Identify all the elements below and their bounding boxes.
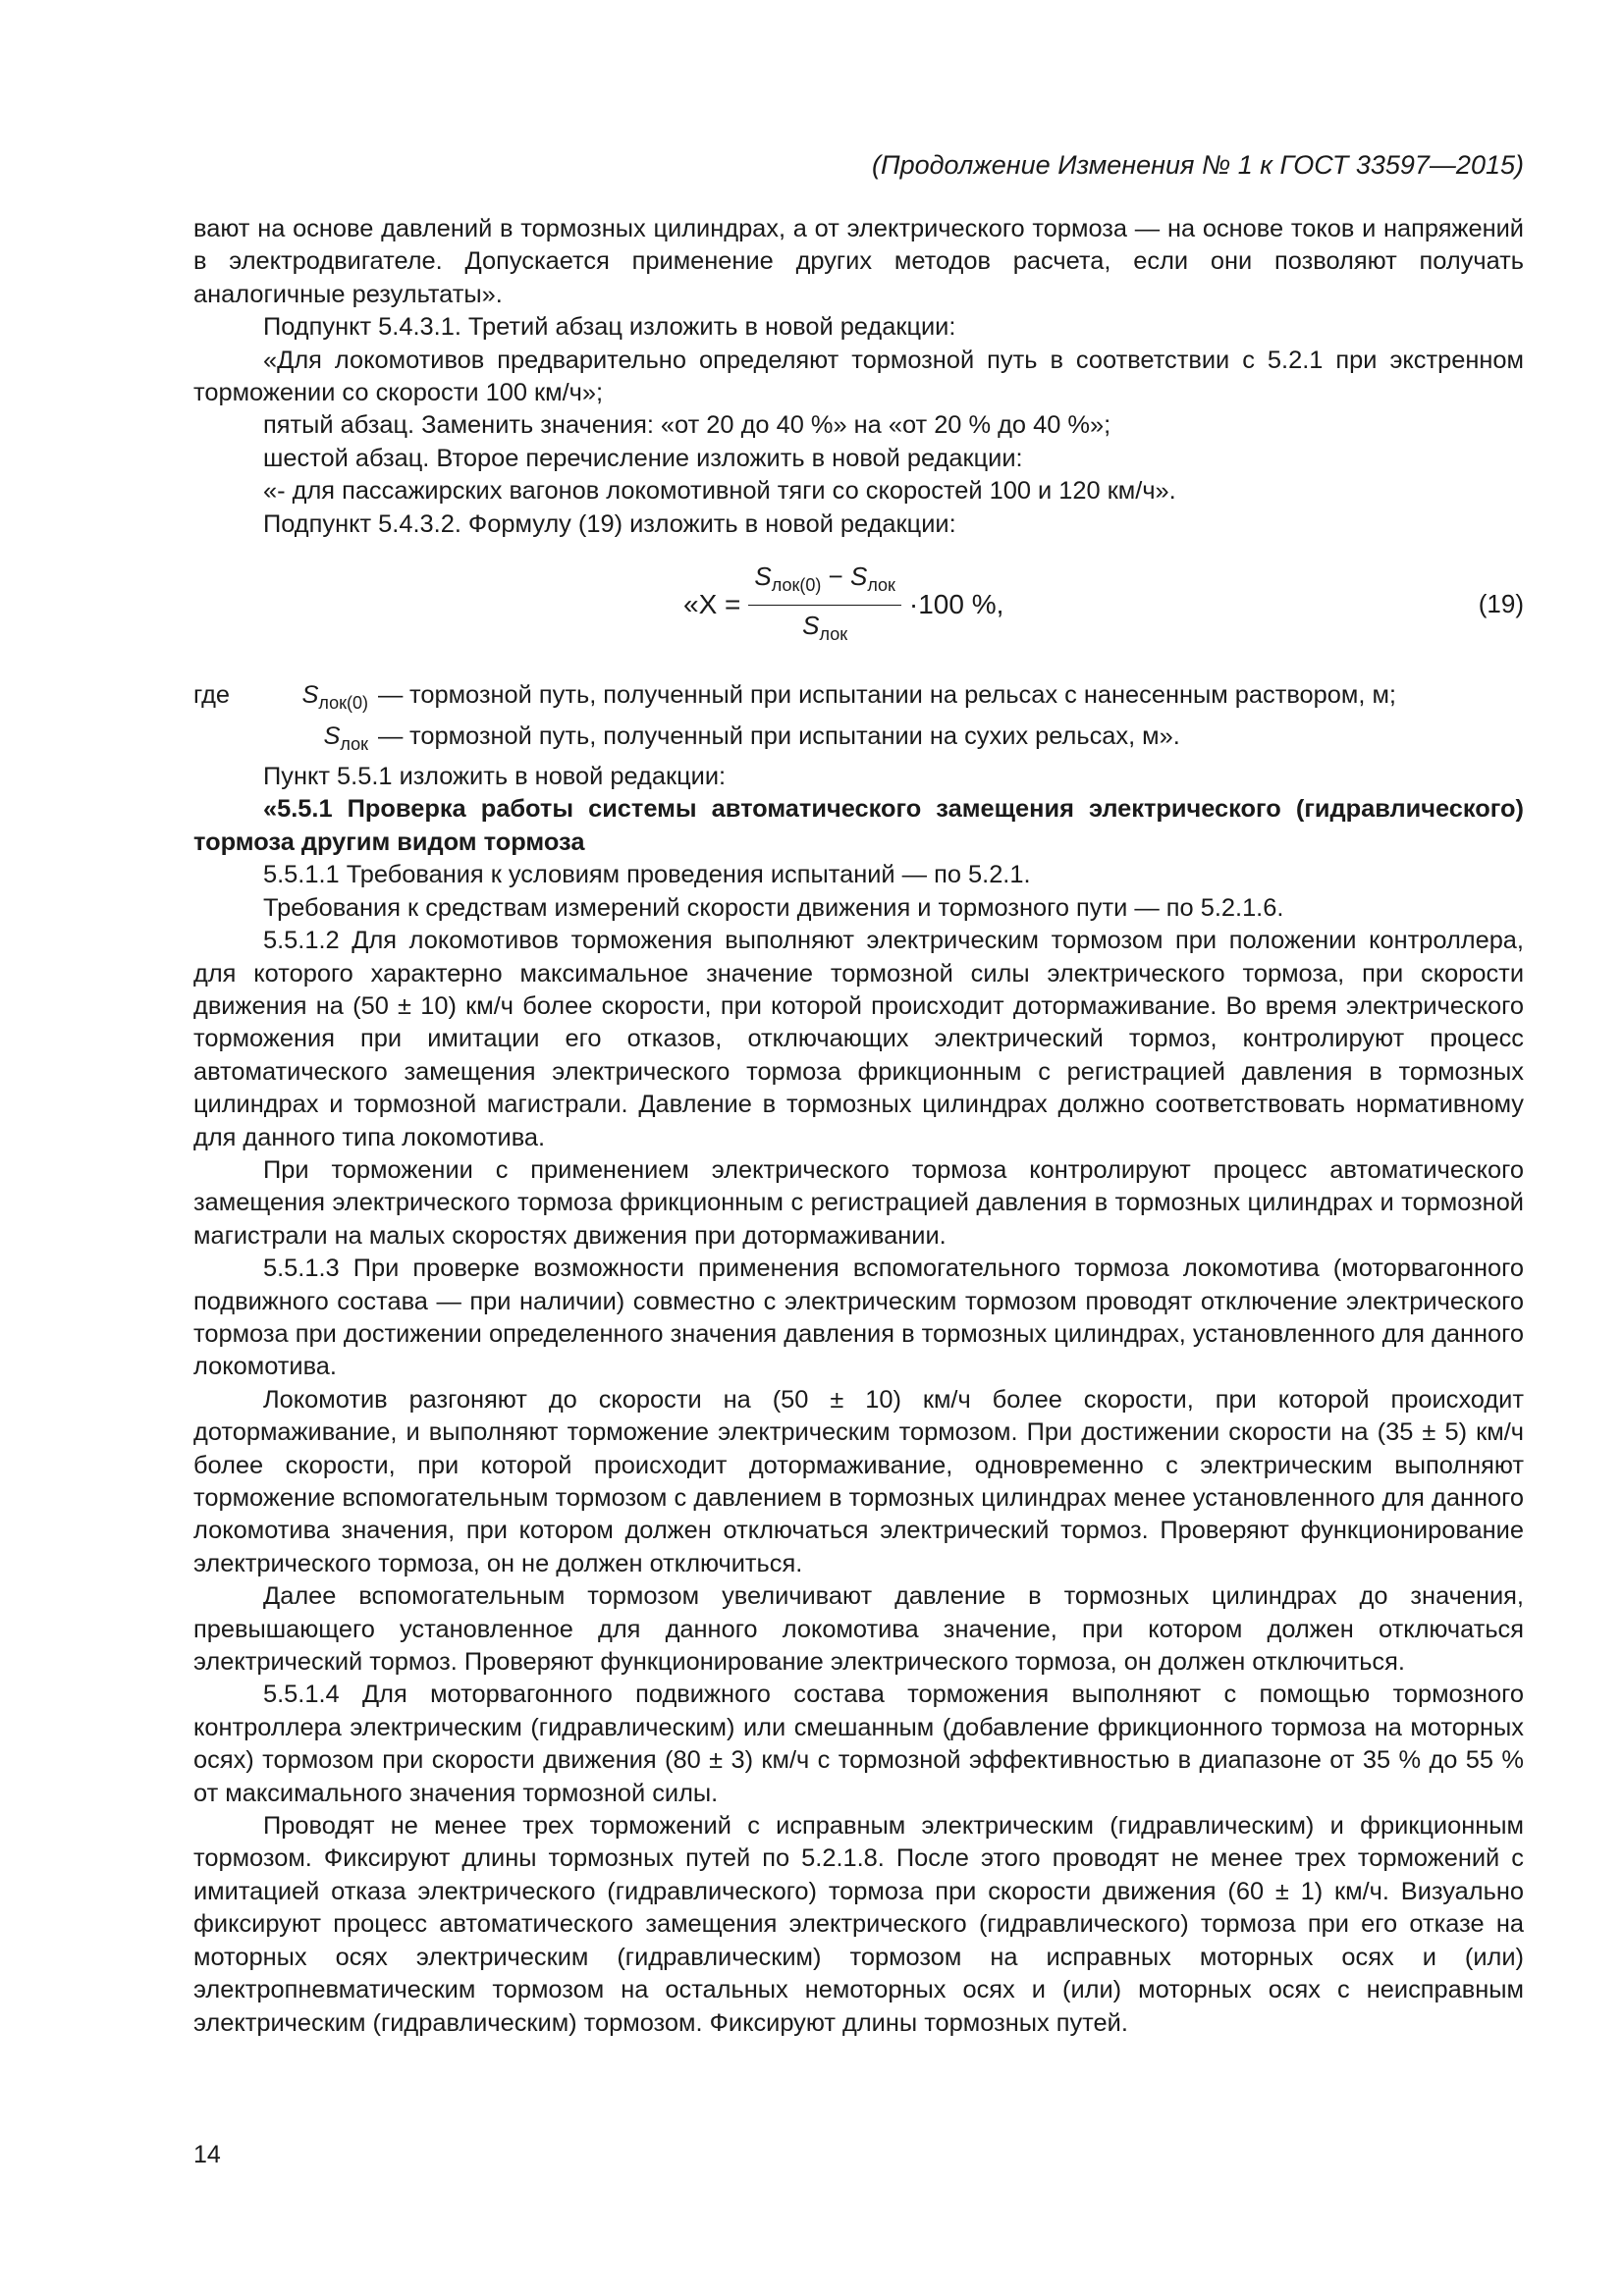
formula-expression (683, 551, 1003, 659)
paragraph-enumeration: «- для пассажирских вагонов локомотивной тяги со скоростей 100 и 120 км/ч». (263, 477, 1176, 506)
paragraph-braking-tests: Проводят не менее трех торможений с исправным электрическим (гидравлическим) и фрикционным тормозом. Фиксируют длины тормозных путей по 5.2.1.8. После этого проводят не менее трех торможений с имитацией отказа электрического (гидравлического) тормоза при скорости движения (60 ± 1) км/ч. Визуально фиксируют процесс автоматического замещения электрического (гидравлического) тормоза при его отказе на моторных осях электрическим (гидравлическим) тормозом на исправных моторных осях и (или) электропневматическим тормозом на остальных немоторных осях и (или) моторных осях с неисправным электрическим (гидравлическим) тормозом. Фиксируют длины тормозных путей. (193, 1812, 1524, 2037)
paragraph-subclause-5-4-3-2: Подпункт 5.4.3.2. Формулу (19) изложить в новой редакции: (263, 509, 956, 538)
legend-symbol: $S_{лок}$ (323, 722, 368, 755)
legend-symbol: $S_{лок(0)}$ (301, 681, 368, 714)
legend-row (193, 678, 1524, 720)
paragraph-subclause-5-4-3-1: Подпункт 5.4.3.1. Третий абзац изложить в новой редакции: (263, 313, 956, 342)
paragraph-quoted-text: «Для локомотивов предварительно определяют тормозной путь в соответствии с 5.2.1 при экстренном торможении со скорости 100 км/ч»; (193, 346, 1524, 407)
paragraph-electric-brake-control: При торможении с применением электрического тормоза контролируют процесс автоматического замещения электрического тормоза фрикционным с регистрацией давления в тормозных цилиндрах и тормозной магистрали на малых скоростях движения при дотормаживании. (193, 1155, 1524, 1250)
formula-lhs: «X = (683, 589, 741, 620)
formula-rhs: ·100 %, (908, 589, 1004, 620)
paragraph-sixth-item: шестой абзац. Второе перечисление изложить в новой редакции: (263, 444, 1023, 472)
legend-lead: где (193, 681, 231, 710)
formula-denominator: $S_{лок}$ (802, 610, 848, 644)
formula-19 (193, 551, 1524, 659)
section-heading-5-5-1: «5.5.1 Проверка работы системы автоматического замещения электрического (гидравлического) тормоза другим видом тормоза (193, 795, 1524, 856)
formula-legend (193, 678, 1524, 761)
paragraph-auxiliary-brake: Далее вспомогательным тормозом увеличивают давление в тормозных цилиндрах до значения, превышающего установленное для данного локомотива значение, при котором должен отключаться электрический тормоз. Проверяют функционирование электрического тормоза, он должен отключиться. (193, 1582, 1524, 1677)
legend-dash: — (378, 681, 404, 710)
paragraph-fifth-item: пятый абзац. Заменить значения: «от 20 до 40 %» на «от 20 % до 40 %»; (263, 411, 1111, 440)
page-number: 14 (193, 2141, 221, 2168)
paragraph-5-5-1-3: 5.5.1.3 При проверке возможности применения вспомогательного тормоза локомотива (моторвагонного подвижного состава — при наличии) совместно с электрическим тормозом проводят отключение электрического тормоза при достижении определенного значения давления в тормозных цилиндрах, установленного для данного локомотива. (193, 1255, 1524, 1381)
paragraph-continuation: вают на основе давлений в тормозных цилиндрах, а от электрического тормоза — на основе токов и напряжений в электродвигателе. Допускается применение других методов расчета, если они позволяют получать аналогичные результаты». (193, 215, 1524, 308)
legend-text: тормозной путь, полученный при испытании на сухих рельсах, м». (409, 722, 1180, 751)
paragraph-5-5-1-2: 5.5.1.2 Для локомотивов торможения выполняют электрическим тормозом при положении контроллера, для которого характерно максимальное значение тормозной силы электрического тормоза, при скорости движения на (50 ± 10) км/ч более скорости, при которой происходит дотормаживание. Во время электрического торможения при имитации его отказов, отключающих электрический тормоз, контролируют процесс автоматического замещения электрического тормоза фрикционным с регистрацией давления в тормозных цилиндрах и тормозной магистрали. Давление в тормозных цилиндрах должно соответствовать нормативному для данного типа локомотива. (193, 927, 1524, 1151)
document-body (193, 213, 1524, 2040)
legend-dash: — (378, 722, 404, 751)
paragraph-acceleration-test: Локомотив разгоняют до скорости на (50 ± 10) км/ч более скорости, при которой происходит дотормаживание, и выполняют торможение электрическим тормозом. При достижении скорости на (35 ± 5) км/ч более скорости, при которой происходит дотормаживание, одновременно с электрическим выполняют торможение вспомогательным тормозом с давлением в тормозных цилиндрах менее установленного для данного локомотива значения, при котором должен отключаться электрический тормоз. Проверяют функционирование электрического тормоза, он не должен отключиться. (193, 1385, 1524, 1577)
formula-numerator: $S_{лок(0)} - S_{лок}$ (748, 560, 901, 606)
paragraph-5-5-1-4: 5.5.1.4 Для моторвагонного подвижного состава торможения выполняют с помощью тормозного контроллера электрическим (гидравлическим) или смешанным (добавление фрикционного тормоза на моторных осях) тормозом при скорости движения (80 ± 3) км/ч с тормозной эффективностью в диапазоне от 35 % до 55 % от максимального значения тормозной силы. (193, 1681, 1524, 1807)
paragraph-measurement-requirements: Требования к средствам измерений скорости движения и тормозного пути — по 5.2.1.6. (263, 893, 1284, 922)
paragraph-5-5-1-1: 5.5.1.1 Требования к условиям проведения испытаний — по 5.2.1. (263, 861, 1031, 889)
paragraph-clause-5-5-1-instruction: Пункт 5.5.1 изложить в новой редакции: (263, 763, 727, 791)
legend-text: тормозной путь, полученный при испытании на рельсах с нанесенным раствором, м; (409, 681, 1396, 710)
running-header: (Продолжение Изменения № 1 к ГОСТ 33597—2015) (872, 150, 1524, 180)
formula-number: (19) (1478, 589, 1524, 619)
formula-fraction (748, 560, 901, 651)
legend-row (193, 720, 1524, 761)
